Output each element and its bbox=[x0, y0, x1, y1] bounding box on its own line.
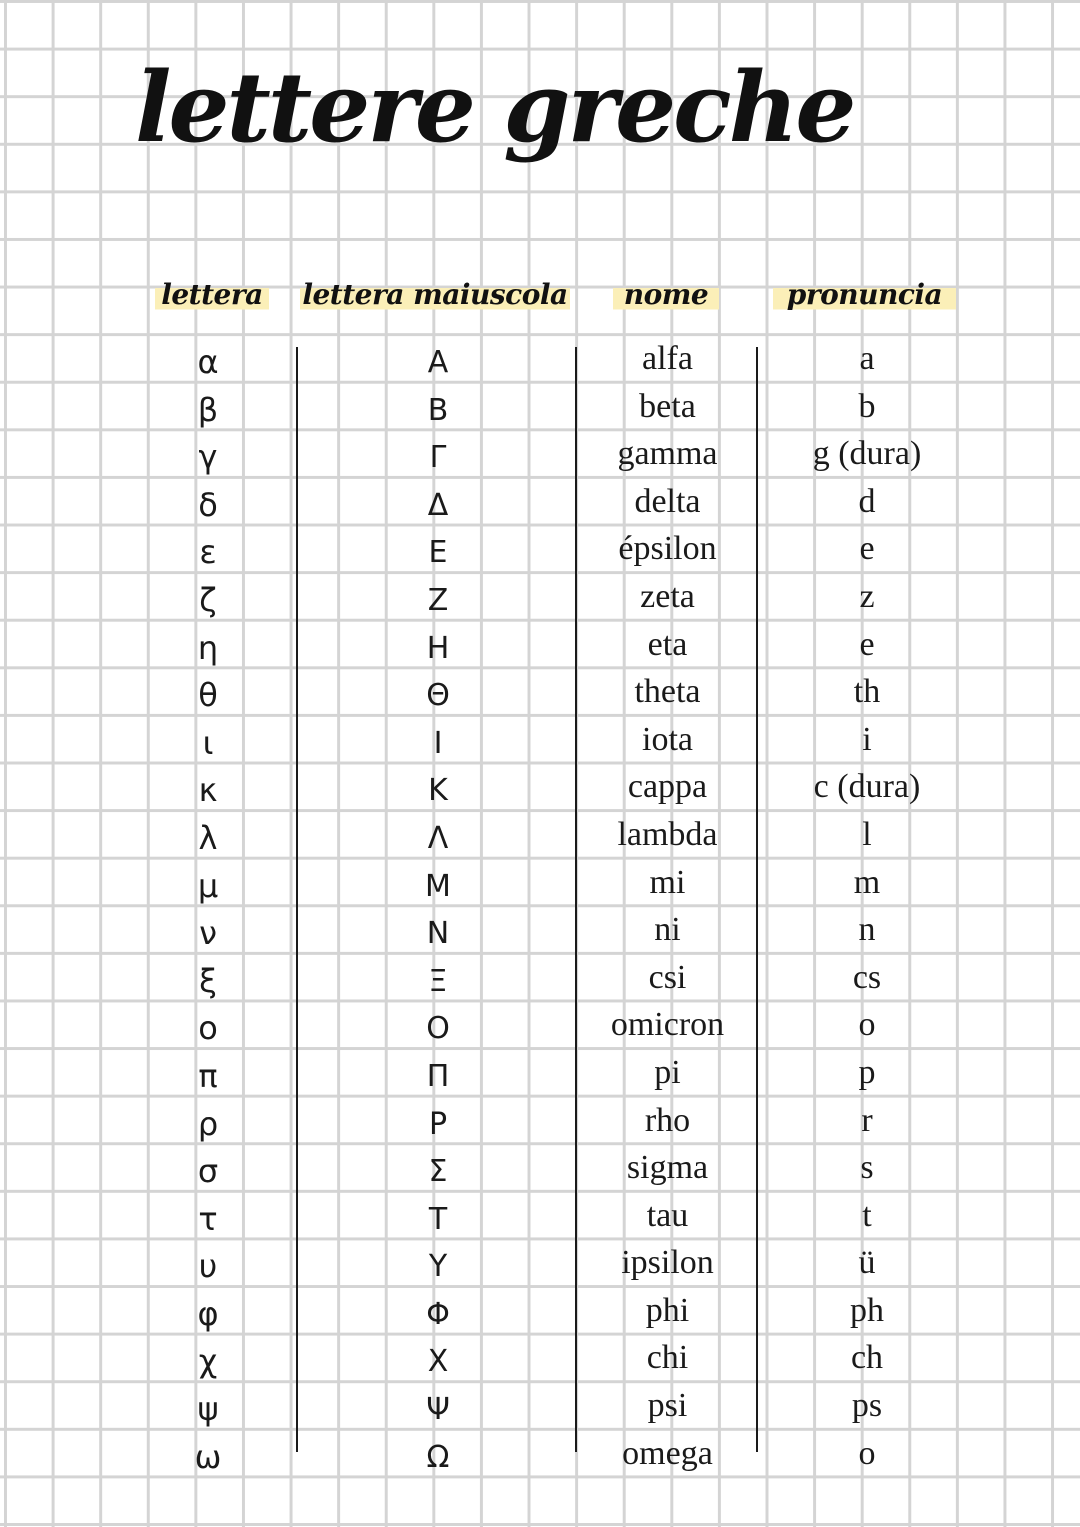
table-row bbox=[0, 763, 1080, 811]
letter-name: cappa bbox=[627, 768, 708, 806]
letter-name: psi bbox=[647, 1387, 688, 1425]
letter-pronunciation: i bbox=[862, 720, 872, 758]
table-row bbox=[0, 954, 1080, 1002]
letter-name: ni bbox=[654, 911, 681, 949]
table-row bbox=[0, 1049, 1080, 1097]
lowercase-letter: θ bbox=[198, 676, 218, 715]
lowercase-letter: ω bbox=[194, 1437, 222, 1476]
uppercase-letter: Υ bbox=[428, 1249, 448, 1285]
table-row bbox=[0, 1287, 1080, 1335]
uppercase-letter: Ν bbox=[426, 916, 450, 952]
uppercase-letter: Π bbox=[426, 1058, 450, 1094]
lowercase-letter: μ bbox=[197, 866, 219, 905]
uppercase-letter: Ι bbox=[433, 725, 443, 761]
table-row bbox=[0, 430, 1080, 478]
lowercase-letter: γ bbox=[198, 438, 218, 477]
lowercase-letter: κ bbox=[198, 771, 218, 810]
letter-pronunciation: b bbox=[858, 387, 876, 425]
letter-pronunciation: e bbox=[859, 530, 875, 568]
uppercase-letter: Ρ bbox=[428, 1106, 448, 1142]
table-row bbox=[0, 1192, 1080, 1240]
uppercase-letter: Ξ bbox=[428, 963, 448, 999]
lowercase-letter: λ bbox=[198, 818, 218, 857]
uppercase-letter: Ε bbox=[428, 535, 448, 571]
letter-name: mi bbox=[649, 863, 686, 901]
table-row bbox=[0, 1144, 1080, 1192]
table-row bbox=[0, 668, 1080, 716]
lowercase-letter: ι bbox=[202, 723, 214, 762]
uppercase-letter: Γ bbox=[429, 440, 447, 476]
letter-pronunciation: g (dura) bbox=[812, 435, 922, 473]
table-row bbox=[0, 906, 1080, 954]
letter-pronunciation: t bbox=[862, 1196, 872, 1234]
letter-name: lambda bbox=[617, 815, 718, 853]
lowercase-letter: χ bbox=[198, 1342, 218, 1381]
uppercase-letter: Σ bbox=[428, 1154, 448, 1190]
letter-pronunciation: o bbox=[858, 1434, 876, 1472]
letter-name: eta bbox=[647, 625, 688, 663]
uppercase-letter: Θ bbox=[426, 678, 450, 714]
table-row bbox=[0, 1097, 1080, 1145]
letter-pronunciation: ph bbox=[850, 1291, 884, 1329]
letter-name: sigma bbox=[626, 1149, 709, 1187]
letter-pronunciation: m bbox=[853, 863, 881, 901]
header-uppercase: lettera maiuscola bbox=[300, 278, 570, 312]
letter-pronunciation: r bbox=[861, 1101, 873, 1139]
table-row bbox=[0, 525, 1080, 573]
lowercase-letter: α bbox=[197, 343, 219, 381]
letter-name: omicron bbox=[610, 1006, 725, 1044]
lowercase-letter: η bbox=[197, 628, 219, 667]
table-row bbox=[0, 335, 1080, 383]
letter-name: épsilon bbox=[618, 530, 717, 568]
letter-pronunciation: z bbox=[859, 577, 875, 615]
lowercase-letter: ν bbox=[199, 914, 217, 953]
letter-pronunciation: e bbox=[859, 625, 875, 663]
table-row bbox=[0, 478, 1080, 526]
letters-table bbox=[0, 335, 1080, 1477]
table-row bbox=[0, 1382, 1080, 1430]
letter-name: delta bbox=[634, 482, 701, 520]
letter-name: iota bbox=[642, 720, 693, 758]
lowercase-letter: ξ bbox=[199, 961, 217, 1000]
lowercase-letter: ο bbox=[198, 1009, 218, 1048]
uppercase-letter: Ψ bbox=[426, 1392, 450, 1428]
letter-pronunciation: l bbox=[862, 815, 872, 853]
uppercase-letter: Ο bbox=[426, 1011, 450, 1047]
table-row bbox=[0, 1239, 1080, 1287]
page-title: lettere greche bbox=[135, 51, 854, 164]
lowercase-letter: ζ bbox=[199, 580, 217, 619]
uppercase-letter: Β bbox=[427, 392, 449, 428]
letter-pronunciation: p bbox=[858, 1053, 876, 1091]
uppercase-letter: Χ bbox=[427, 1344, 449, 1380]
letter-pronunciation: n bbox=[858, 911, 876, 949]
header-pronunciation: pronuncia bbox=[773, 278, 956, 312]
letter-pronunciation: s bbox=[860, 1149, 874, 1187]
uppercase-letter: Μ bbox=[425, 868, 451, 904]
letter-pronunciation: o bbox=[858, 1006, 876, 1044]
lowercase-letter: υ bbox=[198, 1247, 218, 1286]
lowercase-letter: π bbox=[198, 1056, 218, 1095]
table-row bbox=[0, 621, 1080, 669]
lowercase-letter: σ bbox=[197, 1152, 219, 1191]
uppercase-letter: Λ bbox=[427, 820, 449, 856]
letter-pronunciation: ps bbox=[851, 1387, 883, 1425]
header-name: nome bbox=[613, 278, 719, 312]
uppercase-letter: Κ bbox=[428, 773, 448, 809]
letter-name: phi bbox=[645, 1291, 690, 1329]
letter-name: csi bbox=[648, 958, 687, 996]
table-row bbox=[0, 1430, 1080, 1478]
uppercase-letter: Τ bbox=[428, 1201, 448, 1237]
uppercase-letter: Φ bbox=[426, 1296, 450, 1332]
lowercase-letter: ψ bbox=[197, 1390, 219, 1429]
uppercase-letter: Α bbox=[427, 345, 449, 380]
uppercase-letter: Η bbox=[426, 630, 450, 666]
letter-pronunciation: c (dura) bbox=[813, 768, 921, 806]
table-row bbox=[0, 811, 1080, 859]
letter-pronunciation: th bbox=[853, 673, 881, 711]
table-row bbox=[0, 1334, 1080, 1382]
lowercase-letter: δ bbox=[198, 485, 218, 524]
lowercase-letter: ρ bbox=[197, 1104, 219, 1143]
letter-name: beta bbox=[639, 387, 696, 425]
letter-name: omega bbox=[622, 1434, 713, 1472]
table-row bbox=[0, 573, 1080, 621]
lowercase-letter: φ bbox=[197, 1294, 219, 1333]
letter-name: theta bbox=[634, 673, 701, 711]
letter-pronunciation: cs bbox=[852, 958, 882, 996]
lowercase-letter: β bbox=[197, 390, 219, 429]
table-row bbox=[0, 383, 1080, 431]
letter-pronunciation: ü bbox=[858, 1244, 876, 1282]
table-row bbox=[0, 716, 1080, 764]
uppercase-letter: Ζ bbox=[427, 582, 449, 618]
letter-name: gamma bbox=[617, 435, 718, 473]
letter-name: zeta bbox=[640, 577, 695, 615]
header-lowercase: lettera bbox=[155, 278, 269, 312]
lowercase-letter: ε bbox=[199, 533, 217, 572]
letter-name: alfa bbox=[642, 340, 693, 377]
lowercase-letter: τ bbox=[198, 1199, 218, 1238]
uppercase-letter: Ω bbox=[426, 1439, 450, 1475]
table-row bbox=[0, 859, 1080, 907]
letter-pronunciation: a bbox=[859, 340, 875, 377]
letter-name: pi bbox=[654, 1053, 681, 1091]
letter-name: tau bbox=[646, 1196, 689, 1234]
letter-pronunciation: ch bbox=[850, 1339, 884, 1377]
letter-name: rho bbox=[644, 1101, 691, 1139]
table-row bbox=[0, 1001, 1080, 1049]
letter-pronunciation: d bbox=[858, 482, 876, 520]
letter-name: chi bbox=[646, 1339, 689, 1377]
letter-name: ipsilon bbox=[621, 1244, 714, 1282]
uppercase-letter: Δ bbox=[427, 487, 449, 523]
